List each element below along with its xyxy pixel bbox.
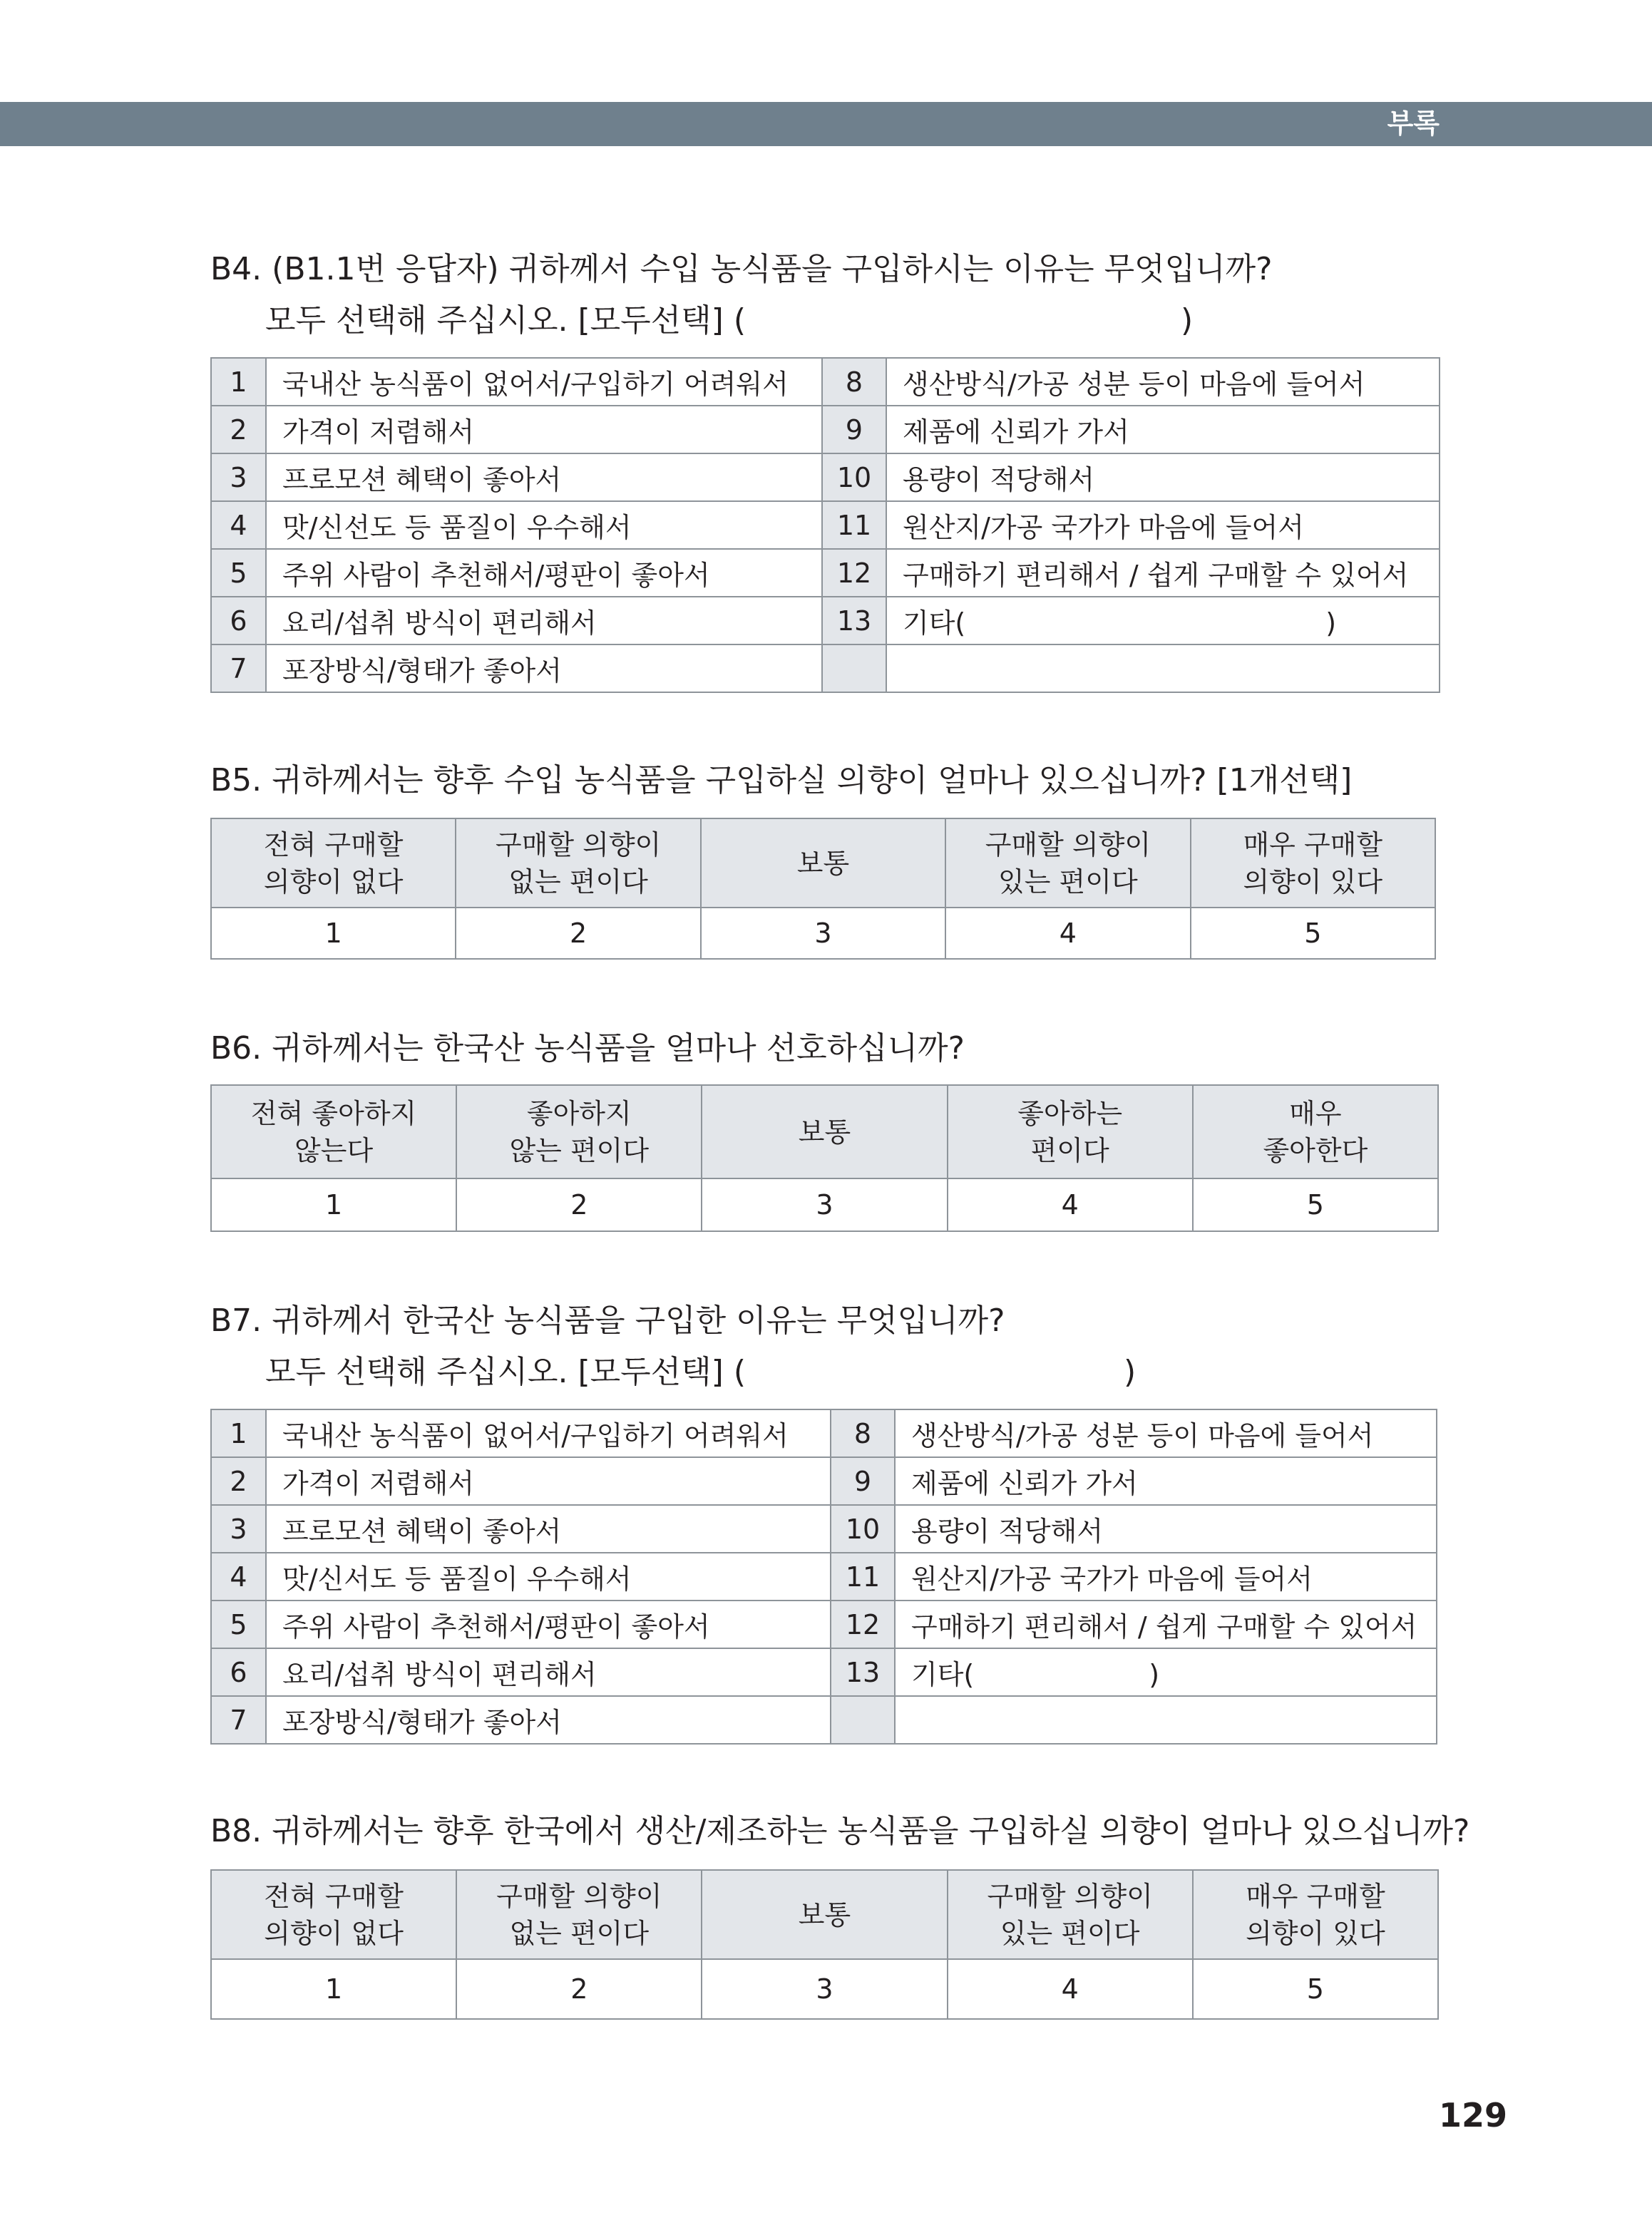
table-row: [211, 453, 1440, 501]
option-text-label: 용량이 적당해서: [911, 1516, 1104, 1547]
scale-header-line2: 의향이 없다: [263, 865, 404, 898]
b5-scale-table: [210, 818, 1436, 960]
scale-value: 3: [702, 1959, 947, 2019]
scale-header-line1: 보통: [796, 847, 850, 879]
option-text: 포장방식/형태가 좋아서: [266, 1696, 831, 1744]
scale-header-line1: 구매할 의향이: [495, 828, 662, 860]
table-row: [211, 1409, 1437, 1457]
table-row: [211, 358, 1440, 406]
option-text-label: 구매하기 편리해서 / 쉽게 구매할 수 있어서: [903, 560, 1409, 591]
header-label: 부록: [1387, 108, 1440, 139]
option-number: 10: [831, 1505, 895, 1553]
scale-header-line1: 전혀 좋아하지: [250, 1097, 417, 1129]
scale-header-line2: 의향이 있다: [1246, 1917, 1385, 1949]
table-row: [211, 406, 1440, 453]
option-number: 5: [211, 549, 266, 597]
table-row: [211, 501, 1440, 549]
scale-header-line2: 않는다: [294, 1134, 374, 1166]
option-text: 맛/신선도 등 품질이 우수해서: [266, 501, 822, 549]
option-text: [886, 549, 1440, 597]
option-number: 2: [211, 1457, 266, 1505]
b7-options-table: [210, 1409, 1437, 1745]
scale-header-line1: 전혀 구매할: [263, 828, 404, 860]
option-text: 주위 사람이 추천해서/평판이 좋아서: [266, 1601, 831, 1648]
scale-header: [1191, 818, 1435, 908]
option-text: [895, 1409, 1437, 1457]
closing-paren: ): [1149, 1659, 1160, 1690]
option-text: [895, 1553, 1437, 1601]
scale-header-line1: 구매할 의향이: [987, 1880, 1153, 1912]
scale-header: [702, 1870, 947, 1959]
question-b7: [210, 1295, 1136, 1398]
scale-header: [456, 818, 700, 908]
option-text-label: 원산지/가공 국가가 마음에 들어서: [911, 1563, 1313, 1595]
scale-header: [1193, 1870, 1438, 1959]
b4-options-table: [210, 357, 1440, 693]
option-text-label: 생산방식/가공 성분 등이 마음에 들어서: [911, 1420, 1374, 1452]
question-b8: B8. 귀하께서는 향후 한국에서 생산/제조하는 농식품을 구입하실 의향이 얼마나 있으십니까?: [210, 1813, 1470, 1849]
option-text: 가격이 저렴해서: [266, 1457, 831, 1505]
table-row: [211, 644, 1440, 692]
scale-header: [948, 1085, 1193, 1178]
option-number: 1: [211, 1409, 266, 1457]
table-row: [211, 1696, 1437, 1744]
scale-header-line1: 구매할 의향이: [985, 828, 1151, 860]
table-row: [211, 1648, 1437, 1696]
scale-header-line1: 좋아하는: [1017, 1097, 1123, 1129]
option-text-label: 제품에 신뢰가 가서: [911, 1468, 1138, 1499]
scale-value: 3: [702, 1178, 947, 1231]
scale-value: 5: [1193, 1959, 1438, 2019]
option-text: 포장방식/형태가 좋아서: [266, 644, 822, 692]
scale-header-line2: 의향이 없다: [264, 1917, 404, 1949]
scale-header-line1: 보통: [798, 1116, 851, 1148]
option-text: [895, 1648, 1437, 1696]
scale-value: 3: [701, 908, 945, 959]
option-number: 3: [211, 1505, 266, 1553]
option-text: [886, 358, 1440, 406]
scale-value: 2: [456, 1178, 702, 1231]
scale-header: [456, 1870, 702, 1959]
table-row: [211, 1601, 1437, 1648]
option-text-label: 원산지/가공 국가가 마음에 들어서: [903, 512, 1304, 543]
option-number: 8: [822, 358, 886, 406]
scale-header: [701, 818, 945, 908]
question-b7-line2: 모두 선택해 주십시오. [모두선택] ( ): [265, 1354, 1137, 1390]
option-text-label: 생산방식/가공 성분 등이 마음에 들어서: [903, 369, 1365, 400]
scale-header: [1193, 1085, 1438, 1178]
option-text-label: 구매하기 편리해서 / 쉽게 구매할 수 있어서: [911, 1611, 1417, 1643]
option-number: 3: [211, 453, 266, 501]
page-number: 129: [1439, 2096, 1508, 2134]
option-number: 9: [831, 1457, 895, 1505]
scale-header-line1: 매우 구매할: [1243, 828, 1383, 860]
option-number: 4: [211, 501, 266, 549]
option-number: 9: [822, 406, 886, 453]
option-text: 주위 사람이 추천해서/평판이 좋아서: [266, 549, 822, 597]
option-number: [831, 1696, 895, 1744]
scale-value: 1: [211, 1178, 456, 1231]
scale-header-line1: 전혀 구매할: [264, 1880, 404, 1912]
table-row: [211, 1553, 1437, 1601]
option-text: [886, 501, 1440, 549]
option-number: 2: [211, 406, 266, 453]
scale-header-line1: 보통: [798, 1899, 851, 1931]
scale-header-line1: 매우 구매할: [1246, 1880, 1385, 1912]
scale-value: 2: [456, 908, 700, 959]
scale-header-line1: 매우: [1289, 1097, 1342, 1129]
option-text: [895, 1505, 1437, 1553]
option-number: 5: [211, 1601, 266, 1648]
option-number: 13: [831, 1648, 895, 1696]
option-text-label: 용량이 적당해서: [903, 464, 1095, 495]
scale-header: [211, 1870, 456, 1959]
option-number: 11: [831, 1553, 895, 1601]
option-text: [886, 406, 1440, 453]
option-text-label: 기타(: [903, 607, 966, 639]
scale-header: [948, 1870, 1193, 1959]
scale-header-line2: 있는 편이다: [1000, 1917, 1140, 1949]
option-text: 국내산 농식품이 없어서/구입하기 어려워서: [266, 1409, 831, 1457]
option-text: [886, 597, 1440, 644]
scale-header-line2: 없는 편이다: [508, 865, 648, 898]
question-b4-line1: B4. (B1.1번 응답자) 귀하께서 수입 농식품을 구입하시는 이유는 무엇입니까?: [210, 251, 1273, 287]
scale-header-line2: 없는 편이다: [509, 1917, 650, 1949]
scale-header-line2: 않는 편이다: [509, 1134, 650, 1166]
option-number: 6: [211, 1648, 266, 1696]
option-text: 요리/섭취 방식이 편리해서: [266, 597, 822, 644]
option-text: 가격이 저렴해서: [266, 406, 822, 453]
option-text: 프로모션 혜택이 좋아서: [266, 453, 822, 501]
scale-value: 1: [211, 908, 456, 959]
question-b5: B5. 귀하께서는 향후 수입 농식품을 구입하실 의향이 얼마나 있으십니까? [1개선택]: [210, 762, 1353, 798]
scale-header: [211, 818, 456, 908]
question-b4-line2: 모두 선택해 주십시오. [모두선택] ( ): [265, 302, 1194, 339]
option-text: 맛/신서도 등 품질이 우수해서: [266, 1553, 831, 1601]
scale-header-line2: 의향이 있다: [1243, 865, 1383, 898]
option-text: 프로모션 혜택이 좋아서: [266, 1505, 831, 1553]
scale-header: [945, 818, 1190, 908]
option-number: 12: [822, 549, 886, 597]
option-number: 11: [822, 501, 886, 549]
scale-header-line2: 좋아한다: [1263, 1134, 1368, 1166]
option-number: [822, 644, 886, 692]
question-b6: B6. 귀하께서는 한국산 농식품을 얼마나 선호하십니까?: [210, 1030, 965, 1067]
scale-header: [211, 1085, 456, 1178]
closing-paren: ): [1325, 607, 1337, 639]
option-text-label: 기타(: [911, 1659, 975, 1690]
option-text: [886, 453, 1440, 501]
scale-value: 4: [945, 908, 1190, 959]
option-text: [886, 644, 1440, 692]
b6-scale-table: [210, 1084, 1439, 1232]
scale-value: 4: [948, 1959, 1193, 2019]
option-number: 10: [822, 453, 886, 501]
b8-scale-table: [210, 1869, 1439, 2020]
question-b4: [210, 244, 1273, 346]
option-number: 4: [211, 1553, 266, 1601]
scale-header-line2: 편이다: [1030, 1134, 1109, 1166]
scale-value: 2: [456, 1959, 702, 2019]
scale-value: 1: [211, 1959, 456, 2019]
option-text: [895, 1696, 1437, 1744]
scale-header-line1: 좋아하지: [526, 1097, 632, 1129]
option-number: 7: [211, 644, 266, 692]
question-b7-line1: B7. 귀하께서 한국산 농식품을 구입한 이유는 무엇입니까?: [210, 1303, 1005, 1339]
option-number: 6: [211, 597, 266, 644]
scale-value: 4: [948, 1178, 1193, 1231]
option-text: 국내산 농식품이 없어서/구입하기 어려워서: [266, 358, 822, 406]
table-row: [211, 1505, 1437, 1553]
scale-header-line2: 있는 편이다: [998, 865, 1138, 898]
scale-value: 5: [1193, 1178, 1438, 1231]
scale-value: 5: [1191, 908, 1435, 959]
option-text-label: 제품에 신뢰가 가서: [903, 416, 1129, 448]
table-row: [211, 1457, 1437, 1505]
scale-header: [702, 1085, 947, 1178]
option-number: 12: [831, 1601, 895, 1648]
table-row: [211, 549, 1440, 597]
table-row: [211, 597, 1440, 644]
option-number: 1: [211, 358, 266, 406]
option-text: [895, 1457, 1437, 1505]
scale-header: [456, 1085, 702, 1178]
option-text: 요리/섭취 방식이 편리해서: [266, 1648, 831, 1696]
scale-header-line1: 구매할 의향이: [496, 1880, 662, 1912]
option-number: 8: [831, 1409, 895, 1457]
option-number: 13: [822, 597, 886, 644]
option-text: [895, 1601, 1437, 1648]
option-number: 7: [211, 1696, 266, 1744]
